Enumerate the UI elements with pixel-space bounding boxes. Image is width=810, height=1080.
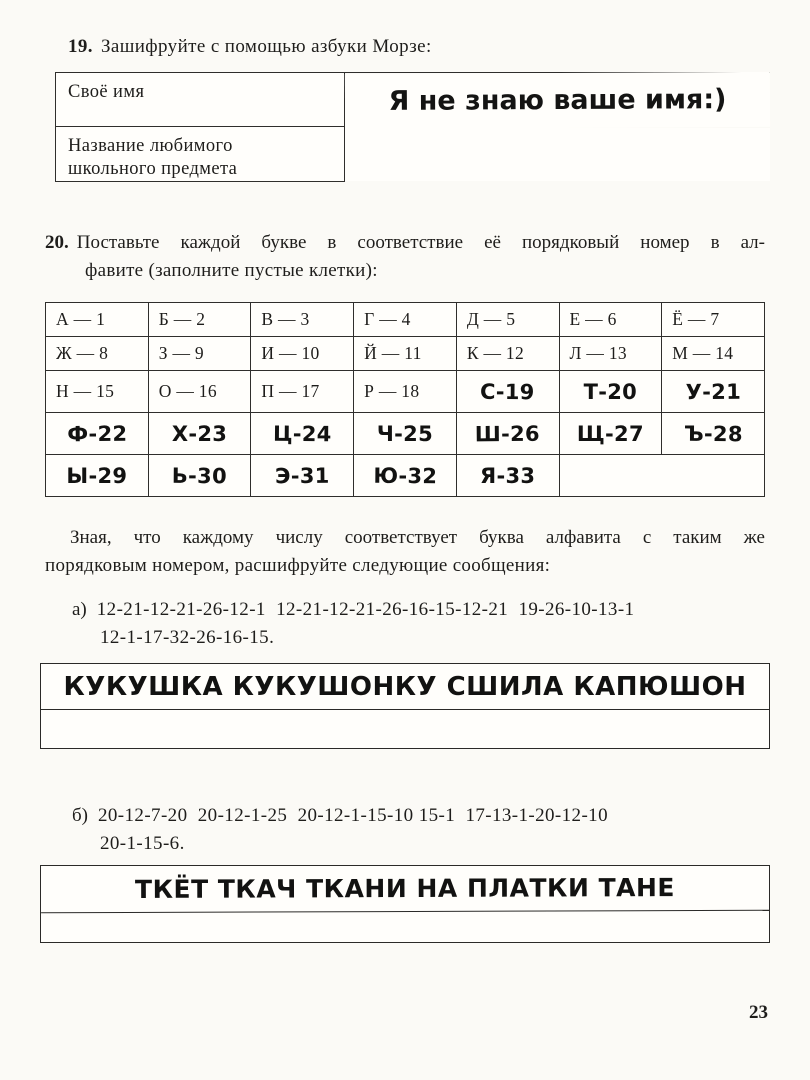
alphabet-row-5 — [46, 455, 765, 497]
alphabet-cell: Е — 6 — [559, 303, 662, 337]
alphabet-cell: Д — 5 — [456, 303, 559, 337]
morse-answer-table — [55, 72, 770, 182]
alphabet-cell: Л — 13 — [559, 337, 662, 371]
alphabet-cell-handwritten: Ь-30 — [148, 454, 251, 497]
alphabet-cell: Р — 18 — [354, 371, 457, 413]
alphabet-row-3 — [46, 371, 765, 413]
alphabet-row-4 — [46, 413, 765, 455]
decode-instruction-line2: порядковым номером, расшифруйте следующие сообщения: — [45, 555, 551, 576]
alphabet-row-2 — [46, 337, 765, 371]
morse-table-labels — [55, 72, 345, 182]
alphabet-cell-empty — [559, 455, 764, 497]
alphabet-cell-handwritten: Ц-24 — [251, 412, 354, 455]
alphabet-cell: З — 9 — [148, 337, 251, 371]
exercise20-title — [45, 232, 765, 282]
alphabet-cell: В — 3 — [251, 303, 354, 337]
alphabet-cell-handwritten: Ш-26 — [456, 412, 559, 455]
alphabet-cell-handwritten: Я-33 — [456, 455, 559, 497]
alphabet-cell-handwritten: Ю-32 — [353, 454, 456, 497]
alphabet-cell: Б — 2 — [148, 303, 251, 337]
task-a-code-line1: 12-21-12-21-26-12-1 12-21-12-21-26-16-15-12-21 19-26-10-13-1 — [96, 599, 635, 620]
alphabet-cell-handwritten: Щ-27 — [559, 413, 662, 455]
alphabet-cell: А — 1 — [46, 303, 149, 337]
alphabet-cell: Ё — 7 — [662, 303, 765, 337]
morse-row-own-name-label — [56, 73, 344, 127]
exercise19-number: 19. — [68, 36, 93, 57]
alphabet-cell-handwritten: Ъ-28 — [662, 412, 765, 455]
alphabet-cell: Г — 4 — [354, 303, 457, 337]
subject-label-line1: Название любимого — [68, 136, 233, 156]
alphabet-cell-handwritten: Э-31 — [251, 454, 354, 497]
alphabet-cell: Й — 11 — [354, 337, 457, 371]
answer-b-handwritten: ТКЁТ ТКАЧ ТКАНИ НА ПЛАТКИ ТАНЕ — [41, 865, 769, 914]
exercise20-title-text1: Поставьте каждой букве в соответствие её порядковый номер в ал- — [76, 232, 765, 253]
alphabet-cell-handwritten: Ч-25 — [354, 413, 457, 455]
subject-answer-blank — [345, 128, 770, 181]
alphabet-table — [45, 302, 765, 497]
answer-a-blank-line — [41, 710, 769, 748]
answer-box-a — [40, 663, 770, 749]
exercise19-title — [68, 36, 765, 58]
alphabet-row-1 — [46, 303, 765, 337]
alphabet-cell-handwritten: С-19 — [456, 370, 559, 413]
task-b-code-line2: 20-1-15-6. — [100, 833, 185, 854]
alphabet-cell-handwritten: Ы-29 — [46, 455, 149, 497]
alphabet-cell: П — 17 — [251, 371, 354, 413]
alphabet-cell-handwritten: Т-20 — [559, 371, 662, 413]
spacer — [45, 749, 765, 783]
alphabet-cell-handwritten: У-21 — [662, 370, 765, 413]
subject-label-line2: школьного предмета — [68, 159, 238, 180]
task-b — [72, 805, 765, 855]
exercise20-number: 20. — [45, 232, 69, 253]
answer-a-handwritten: КУКУШКА КУКУШОНКУ СШИЛА КАПЮШОН — [41, 664, 769, 710]
own-name-answer-handwritten: Я не знаю ваше имя:) — [345, 72, 770, 129]
alphabet-cell: Н — 15 — [46, 371, 149, 413]
alphabet-cell: Ж — 8 — [46, 337, 149, 371]
task-b-label: б) — [72, 805, 88, 826]
alphabet-cell: К — 12 — [456, 337, 559, 371]
alphabet-cell: О — 16 — [148, 371, 251, 413]
morse-row-subject-label — [56, 127, 344, 181]
exercise20-title-line1 — [45, 232, 765, 254]
answer-box-b — [40, 865, 770, 943]
alphabet-cell: И — 10 — [251, 337, 354, 371]
task-a-code-line2: 12-1-17-32-26-16-15. — [100, 627, 275, 648]
alphabet-cell-handwritten: Х-23 — [148, 413, 251, 455]
decode-instruction-line1: Зная, что каждому числу соответствует буква алфавита с таким же — [70, 527, 765, 548]
task-a-line1 — [72, 599, 765, 621]
decode-instruction — [45, 527, 765, 577]
alphabet-cell: М — 14 — [662, 337, 765, 371]
task-b-code-line1: 20-12-7-20 20-12-1-25 20-12-1-15-10 15-1 17-13-1-20-12-10 — [98, 805, 608, 826]
alphabet-cell-handwritten: Ф-22 — [45, 412, 148, 455]
task-a-label: а) — [72, 599, 87, 620]
answer-b-blank-line — [41, 912, 769, 942]
page-number: 23 — [749, 1002, 768, 1023]
morse-table-answers — [345, 72, 770, 182]
exercise19-title-text: Зашифруйте с помощью азбуки Морзе: — [100, 36, 432, 57]
task-b-line1 — [72, 805, 765, 827]
own-name-label-line: Своё имя — [68, 82, 145, 102]
exercise20-title-line2: фавите (заполните пустые клетки): — [85, 260, 378, 281]
task-a — [72, 599, 765, 649]
